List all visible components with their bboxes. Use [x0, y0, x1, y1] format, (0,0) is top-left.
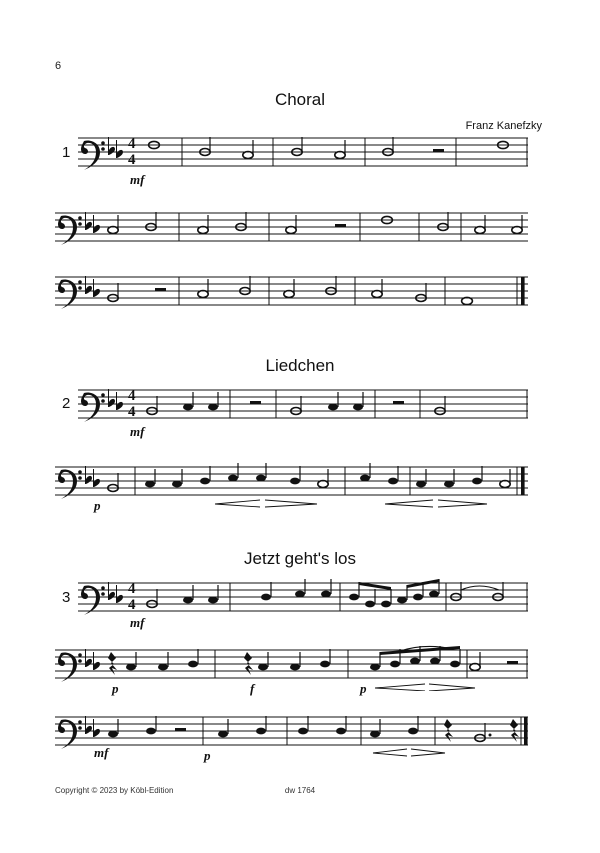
stave-system	[55, 645, 528, 691]
piece-number-3: 3	[62, 589, 71, 606]
plate-number: dw 1764	[284, 786, 316, 795]
dynamic-f: f	[250, 681, 255, 696]
piece-title-liedchen: Liedchen	[265, 356, 335, 375]
piece-number-1: 1	[62, 144, 71, 161]
stave-system	[55, 462, 528, 508]
hairpin-crescendo	[373, 749, 407, 756]
dynamic-p: p	[94, 498, 101, 513]
stave-system	[78, 133, 528, 179]
dynamic-p: p	[204, 748, 211, 763]
hairpin-crescendo	[385, 500, 433, 507]
composer-name: Franz Kanefzky	[465, 120, 542, 132]
dynamic-mf: mf	[130, 424, 145, 439]
svg-text:4: 4	[128, 581, 136, 597]
stave-system	[78, 385, 528, 431]
stave-system	[55, 208, 528, 254]
hairpin-decrescendo	[429, 684, 475, 691]
svg-text:4: 4	[128, 404, 136, 420]
hairpin-crescendo	[215, 500, 260, 507]
piece-number-2: 2	[62, 395, 71, 412]
piece-title-choral: Choral	[274, 90, 326, 109]
svg-text:4: 4	[128, 597, 136, 613]
dynamic-p: p	[360, 681, 367, 696]
copyright-notice: Copyright © 2023 by Köbl-Edition	[55, 786, 174, 795]
hairpin-decrescendo	[438, 500, 487, 507]
dynamic-mf: mf	[130, 172, 145, 187]
page-number: 6	[55, 60, 62, 72]
dynamic-mf: mf	[94, 745, 109, 760]
hairpin-decrescendo	[411, 749, 445, 756]
stave-system	[55, 272, 528, 318]
dynamic-p: p	[112, 681, 119, 696]
dynamic-mf: mf	[130, 615, 145, 630]
svg-text:4: 4	[128, 152, 136, 168]
stave-system	[78, 578, 528, 624]
augmentation-dot	[489, 734, 492, 737]
svg-text:4: 4	[128, 388, 136, 404]
hairpin-decrescendo	[265, 500, 317, 507]
piece-title-jetzt-gehts-los: Jetzt geht's los	[244, 549, 356, 568]
svg-text:4: 4	[128, 136, 136, 152]
hairpin-crescendo	[375, 684, 425, 691]
stave-system	[55, 712, 528, 758]
tie	[461, 586, 499, 590]
